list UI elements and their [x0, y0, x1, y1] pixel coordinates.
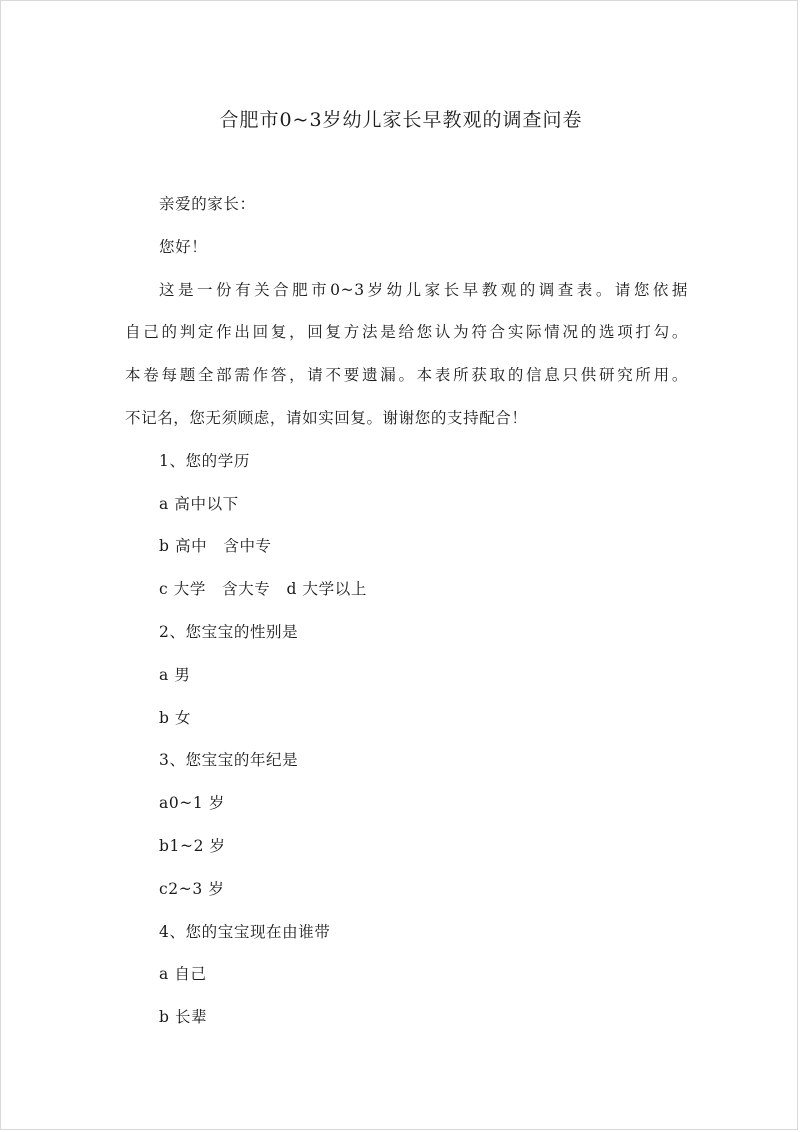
question-option: a0~1 岁 — [159, 794, 225, 813]
document-title: 合肥市0~3岁幼儿家长早教观的调查问卷 — [219, 109, 583, 131]
question-title: 4、您的宝宝现在由谁带 — [159, 922, 331, 941]
question-option: c2~3 岁 — [159, 879, 225, 898]
question-option: b1~2 岁 — [159, 836, 226, 855]
intro-line: 不记名，您无须顾虑，请如实回复。谢谢您的支持配合！ — [125, 408, 528, 427]
greeting: 亲爱的家长： — [159, 195, 256, 213]
question-option: b 长辈 — [159, 1008, 208, 1027]
question-option: c 大学 含大专 d 大学以上 — [159, 580, 367, 599]
document-body — [125, 189, 688, 1045]
question-title: 1、您的学历 — [159, 451, 250, 470]
question-title: 2、您宝宝的性别是 — [159, 622, 299, 641]
intro-line: 这是一份有关合肥市0~3岁幼儿家长早教观的调查表。请您依据 — [159, 280, 688, 299]
hello: 您好！ — [159, 237, 208, 256]
intro-line: 自己的判定作出回复，回复方法是给您认为符合实际情况的选项打勾。 — [125, 323, 688, 342]
question-option: a 高中以下 — [159, 494, 239, 513]
question-title: 3、您宝宝的年纪是 — [159, 751, 299, 770]
intro-line: 本卷每题全部需作答，请不要遗漏。本表所获取的信息只供研究所用。 — [125, 366, 688, 385]
question-option: a 自己 — [159, 965, 207, 984]
question-option: b 女 — [159, 708, 192, 727]
question-option: b 高中 含中专 — [159, 537, 272, 556]
question-option: a 男 — [159, 665, 191, 684]
